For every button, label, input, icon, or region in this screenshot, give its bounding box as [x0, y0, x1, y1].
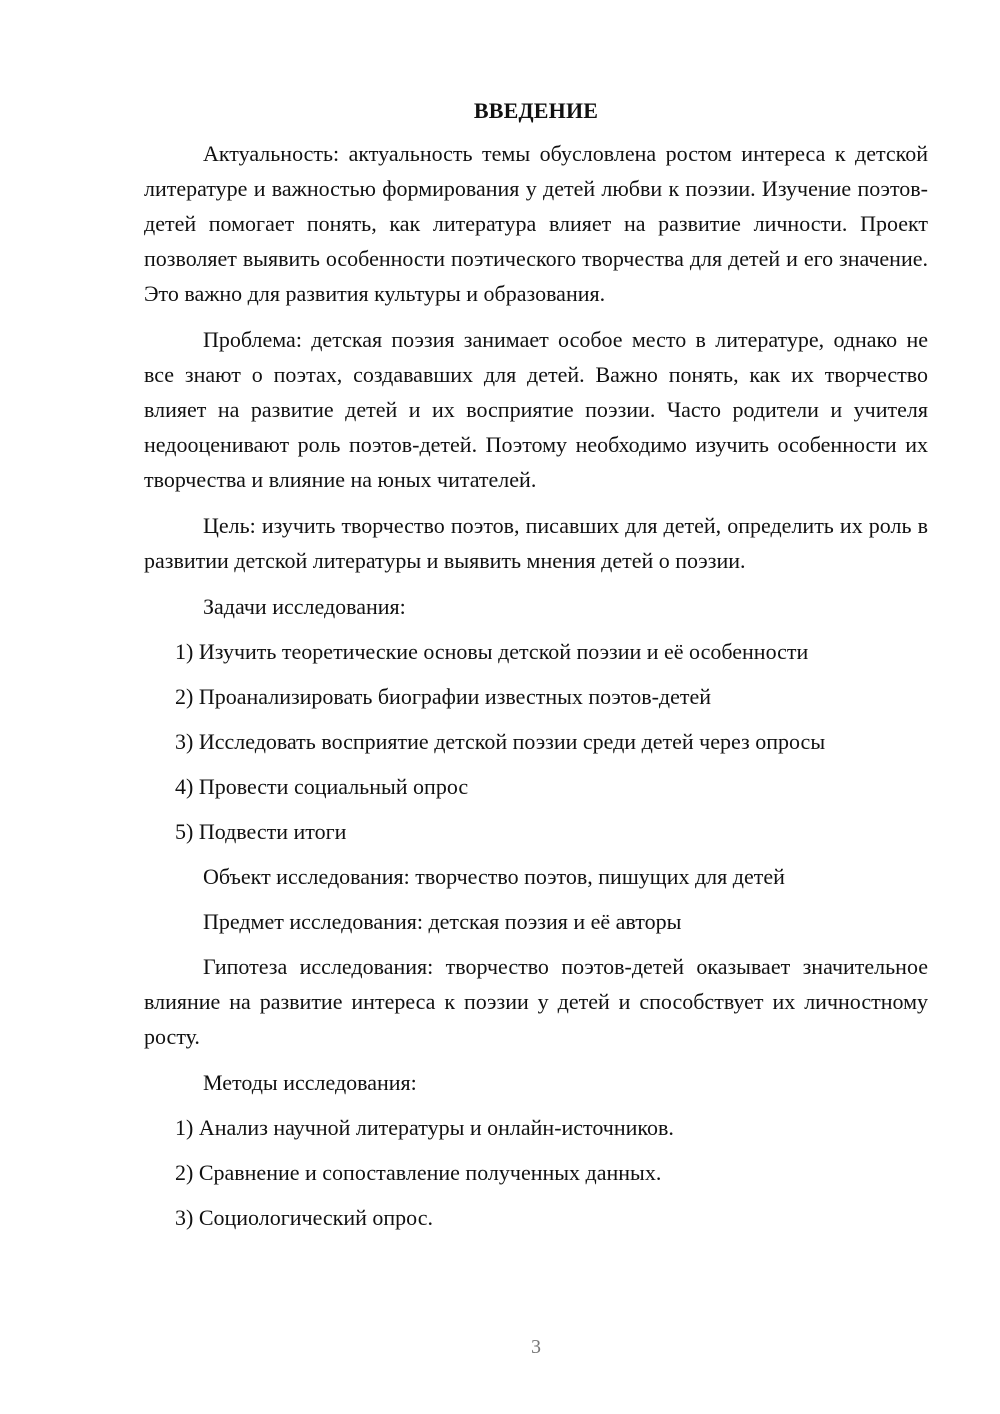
subject-line: Предмет исследования: детская поэзия и её авторы: [203, 909, 682, 934]
page-number: 3: [531, 1336, 541, 1358]
tasks-heading: Задачи исследования:: [203, 594, 406, 619]
method-item-1: 1) Анализ научной литературы и онлайн-источников.: [175, 1115, 674, 1140]
section-title: ВВЕДЕНИЕ: [473, 98, 599, 123]
method-item-2: 2) Сравнение и сопоставление полученных данных.: [175, 1160, 662, 1185]
object-line: Объект исследования: творчество поэтов, пишущих для детей: [203, 864, 785, 889]
page-content: [144, 96, 928, 1245]
method-item-3: 3) Социологический опрос.: [175, 1205, 433, 1230]
methods-heading: Методы исследования:: [203, 1070, 417, 1095]
task-item-5: 5) Подвести итоги: [175, 819, 347, 844]
relevance-paragraph: Актуальность: актуальность темы обусловлена ростом интереса к детской литературе и важностью формирования у детей любви к поэзии. Изучение поэтов-детей помогает понять, как литература влияет на развитие личности. Проект позволяет выявить особенности поэтического творчества для детей и его значение. Это важно для развития культуры и образования.: [144, 141, 928, 306]
goal-paragraph: Цель: изучить творчество поэтов, писавших для детей, определить их роль в развитии детской литературы и выявить мнения детей о поэзии.: [144, 513, 928, 573]
task-item-4: 4) Провести социальный опрос: [175, 774, 469, 799]
hypothesis-paragraph: Гипотеза исследования: творчество поэтов-детей оказывает значительное влияние на развитие интереса к поэзии у детей и способствует их личностному росту.: [144, 954, 928, 1049]
task-item-1: 1) Изучить теоретические основы детской поэзии и её особенности: [175, 639, 809, 664]
problem-paragraph: Проблема: детская поэзия занимает особое место в литературе, однако не все знают о поэтах, создававших для детей. Важно понять, как их творчество влияет на развитие детей и их восприятие поэзии. Часто родители и учителя недооценивают роль поэтов-детей. Поэтому необходимо изучить особенности их творчества и влияние на юных читателей.: [144, 327, 928, 492]
task-item-2: 2) Проанализировать биографии известных поэтов-детей: [175, 684, 712, 709]
task-item-3: 3) Исследовать восприятие детской поэзии среди детей через опросы: [175, 729, 826, 754]
